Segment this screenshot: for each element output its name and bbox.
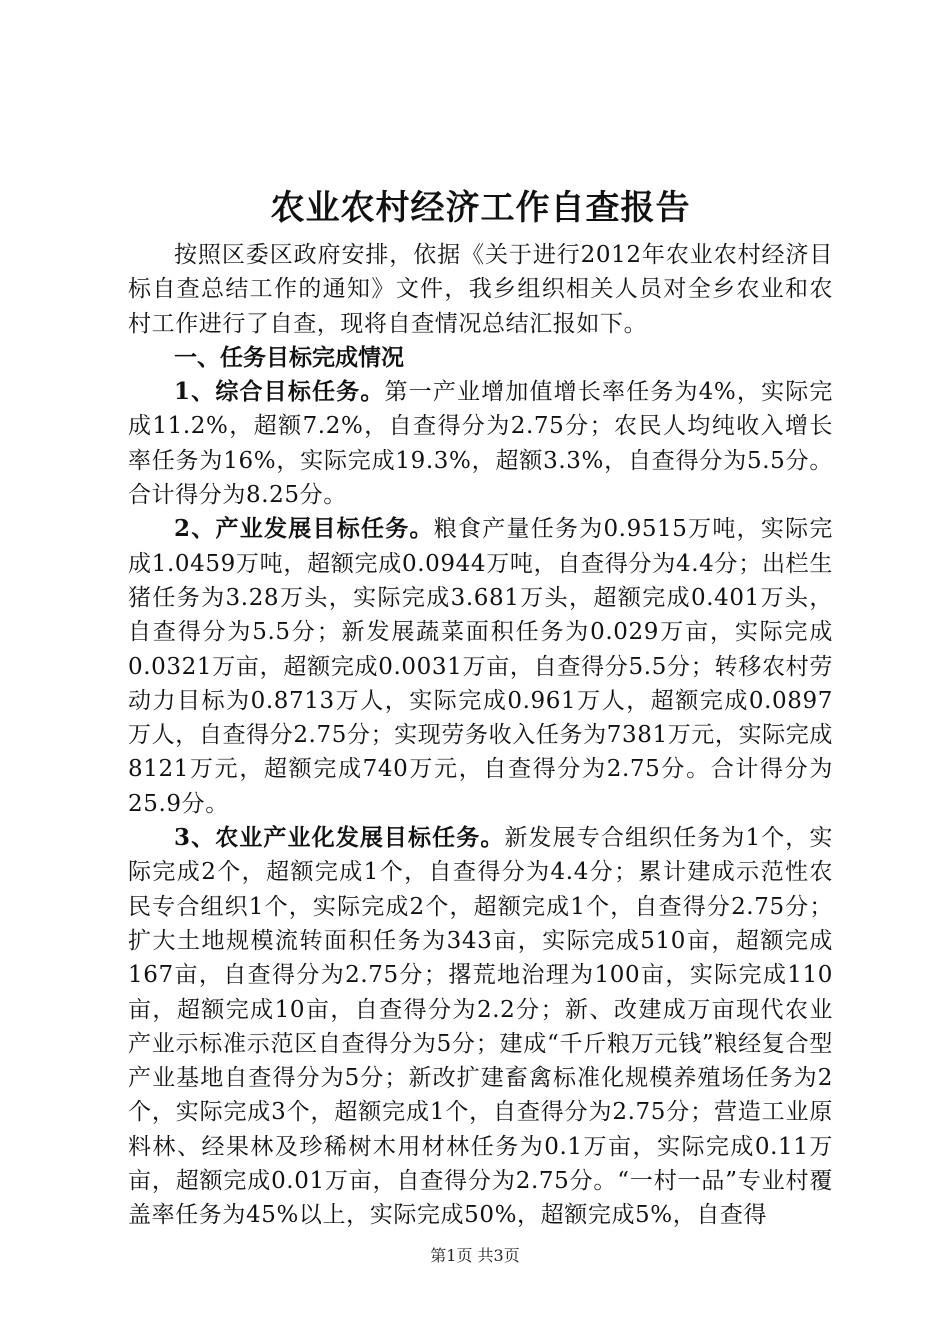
item-lead-3: 3、农业产业化发展目标任务。 xyxy=(174,824,505,852)
document-title: 农业农村经济工作自查报告 xyxy=(270,188,691,228)
item-paragraph-3 xyxy=(128,821,833,1233)
item-text-3: 新发展专合组织任务为1个，实际完成2个，超额完成1个，自查得分为4.4分；累计建成示范性农民专合组织1个，实际完成2个，超额完成1个，自查得分2.75分；扩大土地规模流转面积任务为343亩，实际完成510亩，超额完成167亩，自查得分为2.75分；撂荒地治理为100亩，实际完成110亩，超额完成10亩，自查得分为2.2分；新、改建成万亩现代农业产业示标准示范区自查得分为5分；建成“千斤粮万元钱”粮经复合型产业基地自查得分为5分；新改扩建畜禽标准化规模养殖场任务为2个，实际完成3个，超额完成1个，自查得分为2.75分；营造工业原料林、经果林及珍稀树木用材林任务为0.1万亩，实际完成0.11万亩，超额完成0.01万亩，自查得分为2.75分。“一村一品”专业村覆盖率任务为45%以上，实际完成50%，超额完成5%，自查得 xyxy=(128,825,833,1229)
item-lead-1: 1、综合目标任务。 xyxy=(174,378,385,406)
document-page xyxy=(128,182,833,1233)
item-paragraph-1 xyxy=(128,375,833,512)
item-text-1: 第一产业增加值增长率任务为4%，实际完成11.2%，超额7.2%，自查得分为2.75分；农民人均纯收入增长率任务为16%，实际完成19.3%，超额3.3%，自查得分为5.5分。合计得分为8.25分。 xyxy=(128,379,834,509)
section-heading-targets: 一、任务目标完成情况 xyxy=(174,343,404,371)
item-text-2: 粮食产量任务为0.9515万吨，实际完成1.0459万吨，超额完成0.0944万吨，自查得分为4.4分；出栏生猪任务为3.28万头，实际完成3.681万头，超额完成0.401万头，自查得分为5.5分；新发展蔬菜面积任务为0.029万亩，实际完成0.0321万亩，超额完成0.0031万亩，自查得分5.5分；转移农村劳动力目标为0.8713万人，实际完成0.961万人，超额完成0.0897万人，自查得分2.75分；实现劳务收入任务为7381万元，实际完成8121万元，超额完成740万元，自查得分为2.75分。合计得分为25.9分。 xyxy=(128,516,833,817)
item-lead-2: 2、产业发展目标任务。 xyxy=(174,515,434,543)
item-paragraph-2 xyxy=(128,512,833,821)
intro-paragraph: 按照区委区政府安排，依据《关于进行2012年农业农村经济目标自查总结工作的通知》文件，我乡组织相关人员对全乡农业和农村工作进行了自查，现将自查情况总结汇报如下。 xyxy=(128,242,833,337)
page-footer: 第1页 共3页 xyxy=(430,1246,520,1265)
